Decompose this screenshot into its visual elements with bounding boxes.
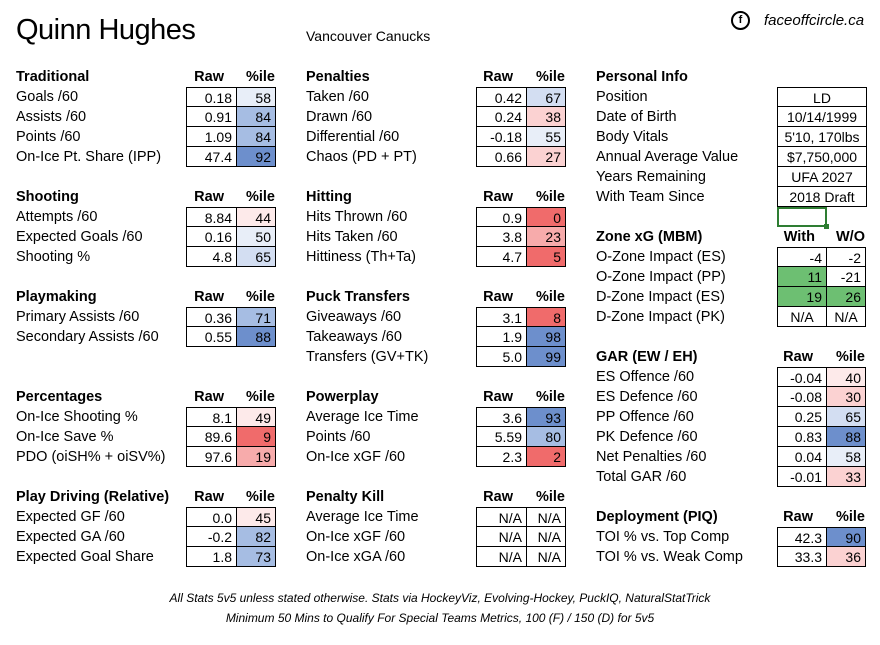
raw-value-cell[interactable]: 0.16 — [186, 226, 237, 247]
raw-value-cell[interactable]: 0.66 — [476, 146, 527, 167]
col-header-pct: %ile — [245, 389, 275, 405]
percentile-cell[interactable]: 26 — [826, 286, 866, 307]
col-header-pct: %ile — [535, 69, 565, 85]
row-label: O-Zone Impact (ES) — [596, 249, 726, 265]
col-header-pct: %ile — [245, 489, 275, 505]
col-header-raw: Raw — [783, 349, 813, 365]
raw-value-cell[interactable]: N/A — [476, 507, 527, 527]
raw-value-cell[interactable]: 11 — [777, 266, 827, 287]
player-name: Quinn Hughes — [16, 14, 196, 46]
percentile-cell[interactable]: 36 — [826, 546, 866, 567]
row-label: O-Zone Impact (PP) — [596, 269, 726, 285]
col-header-raw: Raw — [483, 69, 513, 85]
percentile-cell[interactable]: N/A — [526, 507, 566, 527]
row-label: Points /60 — [16, 129, 81, 145]
brand-name: faceoffcircle.ca — [764, 12, 865, 29]
raw-value-cell[interactable]: 5.59 — [476, 426, 527, 447]
percentile-cell[interactable]: 58 — [826, 446, 866, 467]
raw-value-cell[interactable]: -4 — [777, 247, 827, 267]
percentile-cell[interactable]: -2 — [826, 247, 866, 267]
col-header-raw: Raw — [194, 69, 224, 85]
percentile-cell[interactable]: 0 — [526, 207, 566, 227]
raw-value-cell[interactable]: 0.55 — [186, 326, 237, 347]
raw-value-cell[interactable]: 3.8 — [476, 226, 527, 247]
row-label: Taken /60 — [306, 89, 369, 105]
percentile-cell[interactable]: 73 — [236, 546, 276, 567]
col-header-raw: Raw — [483, 189, 513, 205]
percentile-cell[interactable]: 99 — [526, 346, 566, 367]
raw-value-cell[interactable]: 1.09 — [186, 126, 237, 147]
info-value-cell[interactable]: UFA 2027 — [777, 166, 867, 187]
row-label: Differential /60 — [306, 129, 400, 145]
percentile-cell[interactable]: N/A — [526, 526, 566, 547]
raw-value-cell[interactable]: 1.9 — [476, 326, 527, 347]
row-label: Expected GA /60 — [16, 529, 125, 545]
percentile-cell[interactable]: 45 — [236, 507, 276, 527]
row-label: Expected GF /60 — [16, 509, 125, 525]
raw-value-cell[interactable]: 3.6 — [476, 407, 527, 427]
row-label: D-Zone Impact (ES) — [596, 289, 725, 305]
section-title-pucktransfers: Puck Transfers — [306, 289, 410, 305]
row-label: Hits Taken /60 — [306, 229, 398, 245]
percentile-cell[interactable]: 65 — [826, 406, 866, 427]
row-label: TOI % vs. Weak Comp — [596, 549, 743, 565]
row-label: Total GAR /60 — [596, 469, 687, 485]
col-header-raw: With — [783, 229, 815, 245]
row-label: Hits Thrown /60 — [306, 209, 408, 225]
row-label: Takeaways /60 — [306, 329, 402, 345]
row-label: Secondary Assists /60 — [16, 329, 159, 345]
row-label: On-Ice xGF /60 — [306, 529, 406, 545]
row-label: Expected Goal Share — [16, 549, 154, 565]
col-header-raw: Raw — [194, 289, 224, 305]
percentile-cell[interactable]: 38 — [526, 106, 566, 127]
raw-value-cell[interactable]: 0.18 — [186, 87, 237, 107]
row-label: Shooting % — [16, 249, 91, 265]
col-header-pct: W/O — [836, 229, 865, 245]
team-name: Vancouver Canucks — [306, 28, 431, 44]
raw-value-cell[interactable]: 0.25 — [777, 406, 827, 427]
col-header-raw: Raw — [483, 489, 513, 505]
percentile-cell[interactable]: 44 — [236, 207, 276, 227]
row-label: Date of Birth — [596, 109, 677, 125]
section-title-hitting: Hitting — [306, 189, 352, 205]
raw-value-cell[interactable]: 0.36 — [186, 307, 237, 327]
raw-value-cell[interactable]: -0.04 — [777, 367, 827, 387]
row-label: Expected Goals /60 — [16, 229, 143, 245]
row-label: D-Zone Impact (PK) — [596, 309, 725, 325]
row-label: PP Offence /60 — [596, 409, 694, 425]
row-label: Points /60 — [306, 429, 371, 445]
raw-value-cell[interactable]: -0.08 — [777, 386, 827, 407]
col-header-pct: %ile — [535, 389, 565, 405]
col-header-pct: %ile — [535, 489, 565, 505]
info-value-cell[interactable]: 5'10, 170lbs — [777, 126, 867, 147]
section-title-deployment: Deployment (PIQ) — [596, 509, 718, 525]
raw-value-cell[interactable]: 0.0 — [186, 507, 237, 527]
percentile-cell[interactable]: 19 — [236, 446, 276, 467]
section-title-shooting: Shooting — [16, 189, 79, 205]
row-label: On-Ice xGA /60 — [306, 549, 406, 565]
col-header-raw: Raw — [194, 489, 224, 505]
col-header-pct: %ile — [835, 509, 865, 525]
col-header-pct: %ile — [835, 349, 865, 365]
row-label: Years Remaining — [596, 169, 706, 185]
row-label: Body Vitals — [596, 129, 669, 145]
raw-value-cell[interactable]: 0.91 — [186, 106, 237, 127]
percentile-cell[interactable]: 55 — [526, 126, 566, 147]
row-label: Net Penalties /60 — [596, 449, 707, 465]
raw-value-cell[interactable]: N/A — [476, 526, 527, 547]
raw-value-cell[interactable]: 47.4 — [186, 146, 237, 167]
raw-value-cell[interactable]: 19 — [777, 286, 827, 307]
raw-value-cell[interactable]: -0.2 — [186, 526, 237, 547]
raw-value-cell[interactable]: 0.24 — [476, 106, 527, 127]
percentile-cell[interactable]: 80 — [526, 426, 566, 447]
section-title-personal: Personal Info — [596, 69, 688, 85]
section-title-zone: Zone xG (MBM) — [596, 229, 703, 245]
col-header-pct: %ile — [245, 289, 275, 305]
percentile-cell[interactable]: 67 — [526, 87, 566, 107]
row-label: ES Defence /60 — [596, 389, 698, 405]
col-header-raw: Raw — [483, 389, 513, 405]
raw-value-cell[interactable]: 2.3 — [476, 446, 527, 467]
raw-value-cell[interactable]: -0.01 — [777, 466, 827, 487]
raw-value-cell[interactable]: 97.6 — [186, 446, 237, 467]
raw-value-cell[interactable]: 0.9 — [476, 207, 527, 227]
raw-value-cell[interactable]: 5.0 — [476, 346, 527, 367]
section-title-penalties: Penalties — [306, 69, 370, 85]
percentile-cell[interactable]: 92 — [236, 146, 276, 167]
percentile-cell[interactable]: 65 — [236, 246, 276, 267]
footer-note-minimums: Minimum 50 Mins to Qualify For Special Teams Metrics, 100 (F) / 150 (D) for 5v5 — [225, 611, 655, 625]
section-title-gar: GAR (EW / EH) — [596, 349, 698, 365]
percentile-cell[interactable]: 84 — [236, 106, 276, 127]
col-header-raw: Raw — [783, 509, 813, 525]
section-title-penaltykill: Penalty Kill — [306, 489, 385, 505]
col-header-raw: Raw — [194, 389, 224, 405]
row-label: Primary Assists /60 — [16, 309, 140, 325]
row-label: Average Ice Time — [306, 409, 419, 425]
raw-value-cell[interactable]: 0.83 — [777, 426, 827, 447]
percentile-cell[interactable]: 27 — [526, 146, 566, 167]
percentile-cell[interactable]: 71 — [236, 307, 276, 327]
row-label: Transfers (GV+TK) — [306, 349, 429, 365]
percentile-cell[interactable]: 84 — [236, 126, 276, 147]
row-label: PK Defence /60 — [596, 429, 698, 445]
raw-value-cell[interactable]: 42.3 — [777, 527, 827, 547]
raw-value-cell[interactable]: 4.8 — [186, 246, 237, 267]
raw-value-cell[interactable]: -0.18 — [476, 126, 527, 147]
col-header-pct: %ile — [245, 189, 275, 205]
section-title-powerplay: Powerplay — [306, 389, 379, 405]
row-label: On-Ice Save % — [16, 429, 114, 445]
percentile-cell[interactable]: 50 — [236, 226, 276, 247]
info-value-cell[interactable]: $7,750,000 — [777, 146, 867, 167]
row-label: With Team Since — [596, 189, 705, 205]
row-label: Goals /60 — [16, 89, 79, 105]
raw-value-cell[interactable]: 0.04 — [777, 446, 827, 467]
info-value-cell[interactable]: LD — [777, 87, 867, 107]
faceoffcircle-logo-icon: f — [731, 11, 750, 30]
row-label: Drawn /60 — [306, 109, 373, 125]
percentile-cell[interactable]: 93 — [526, 407, 566, 427]
percentile-cell[interactable]: 23 — [526, 226, 566, 247]
section-title-percentages: Percentages — [16, 389, 103, 405]
raw-value-cell[interactable]: 4.7 — [476, 246, 527, 267]
raw-value-cell[interactable]: N/A — [476, 546, 527, 567]
raw-value-cell[interactable]: 89.6 — [186, 426, 237, 447]
percentile-cell[interactable]: 88 — [236, 326, 276, 347]
row-label: Average Ice Time — [306, 509, 419, 525]
percentile-cell[interactable]: 88 — [826, 426, 866, 447]
raw-value-cell[interactable]: 1.8 — [186, 546, 237, 567]
percentile-cell[interactable]: 58 — [236, 87, 276, 107]
row-label: On-Ice Shooting % — [16, 409, 138, 425]
row-label: Chaos (PD + PT) — [306, 149, 417, 165]
row-label: Annual Average Value — [596, 149, 739, 165]
percentile-cell[interactable]: N/A — [826, 306, 866, 327]
row-label: Assists /60 — [16, 109, 87, 125]
percentile-cell[interactable]: 82 — [236, 526, 276, 547]
row-label: On-Ice xGF /60 — [306, 449, 406, 465]
row-label: Hittiness (Th+Ta) — [306, 249, 416, 265]
percentile-cell[interactable]: 5 — [526, 246, 566, 267]
section-title-playmaking: Playmaking — [16, 289, 97, 305]
raw-value-cell[interactable]: N/A — [777, 306, 827, 327]
percentile-cell[interactable]: 90 — [826, 527, 866, 547]
percentile-cell[interactable]: N/A — [526, 546, 566, 567]
info-value-cell[interactable]: 10/14/1999 — [777, 106, 867, 127]
percentile-cell[interactable]: 8 — [526, 307, 566, 327]
row-label: On-Ice Pt. Share (IPP) — [16, 149, 162, 165]
row-label: ES Offence /60 — [596, 369, 695, 385]
percentile-cell[interactable]: 2 — [526, 446, 566, 467]
col-header-pct: %ile — [245, 69, 275, 85]
col-header-pct: %ile — [535, 289, 565, 305]
raw-value-cell[interactable]: 8.1 — [186, 407, 237, 427]
info-value-cell[interactable]: 2018 Draft — [777, 186, 867, 207]
col-header-raw: Raw — [483, 289, 513, 305]
raw-value-cell[interactable]: 3.1 — [476, 307, 527, 327]
col-header-pct: %ile — [535, 189, 565, 205]
raw-value-cell[interactable]: 33.3 — [777, 546, 827, 567]
section-title-playdriving: Play Driving (Relative) — [16, 489, 170, 505]
percentile-cell[interactable]: -21 — [826, 266, 866, 287]
row-label: Attempts /60 — [16, 209, 98, 225]
row-label: PDO (oiSH% + oiSV%) — [16, 449, 166, 465]
row-label: Position — [596, 89, 648, 105]
percentile-cell[interactable]: 33 — [826, 466, 866, 487]
percentile-cell[interactable]: 30 — [826, 386, 866, 407]
section-title-traditional: Traditional — [16, 69, 90, 85]
col-header-raw: Raw — [194, 189, 224, 205]
raw-value-cell[interactable]: 8.84 — [186, 207, 237, 227]
row-label: TOI % vs. Top Comp — [596, 529, 730, 545]
selected-cell[interactable] — [777, 207, 827, 227]
percentile-cell[interactable]: 40 — [826, 367, 866, 387]
percentile-cell[interactable]: 98 — [526, 326, 566, 347]
percentile-cell[interactable]: 9 — [236, 426, 276, 447]
footer-note-sources: All Stats 5v5 unless stated otherwise. Stats via HockeyViz, Evolving-Hockey, PuckIQ, NaturalStatTrick — [169, 591, 711, 605]
row-label: Giveaways /60 — [306, 309, 402, 325]
raw-value-cell[interactable]: 0.42 — [476, 87, 527, 107]
percentile-cell[interactable]: 49 — [236, 407, 276, 427]
